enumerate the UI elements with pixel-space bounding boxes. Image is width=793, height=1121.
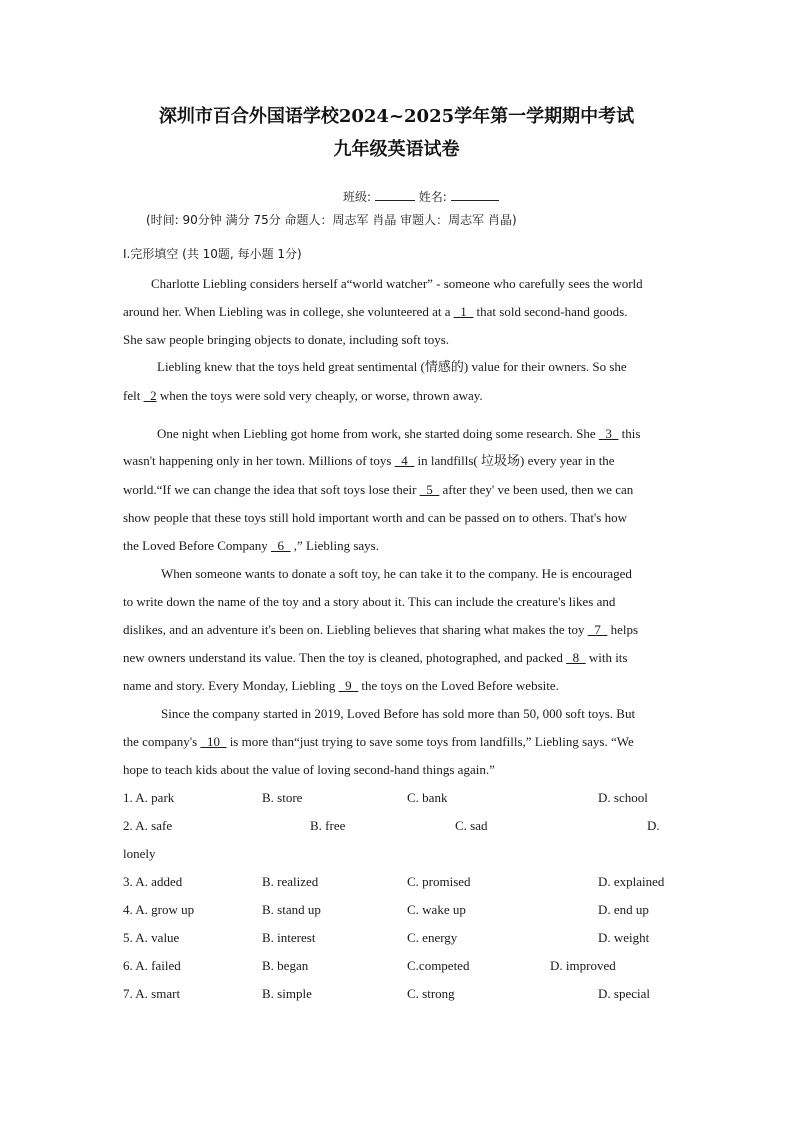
option-b: B. stand up	[262, 902, 321, 917]
passage-line: name and story. Every Monday, Liebling _9_ the toys on the Loved Before website.	[123, 678, 559, 693]
blank-4: _4_	[394, 453, 415, 468]
option-c: C. energy	[407, 930, 458, 945]
passage-line: new owners understand its value. Then the toy is cleaned, photographed, and packed _8_ with its	[123, 650, 628, 665]
name-blank	[451, 188, 499, 201]
passage-line: dislikes, and an adventure it's been on. Liebling believes that sharing what makes the toy _7_ helps	[123, 622, 639, 637]
exam-title: 深圳市百合外国语学校2024~2025学年第一学期期中考试	[158, 106, 635, 127]
blank-10: _10_	[200, 734, 227, 749]
option-a: 6. A. failed	[123, 958, 181, 973]
option-a: 1. A. park	[123, 790, 175, 805]
blank-1: _1_	[453, 304, 474, 319]
passage-line: One night when Liebling got home from work, she started doing some research. She _3_ this	[157, 426, 641, 441]
option-d: D. explained	[598, 874, 665, 889]
option-d: D. improved	[550, 958, 616, 973]
section-heading: I.完形填空 (共 10题, 每小题 1分)	[123, 247, 302, 261]
option-c: C. bank	[407, 790, 448, 805]
name-label: 姓名:	[418, 190, 447, 204]
passage-line: When someone wants to donate a soft toy, he can take it to the company. He is encouraged	[161, 566, 632, 581]
passage-line: Liebling knew that the toys held great sentimental (情感的) value for their owners. So she	[157, 359, 627, 374]
option-d: D. weight	[598, 930, 650, 945]
exam-subtitle: 九年级英语试卷	[333, 139, 460, 160]
passage-line: the Loved Before Company _6_ ,” Liebling says.	[123, 538, 379, 553]
option-a: 5. A. value	[123, 930, 180, 945]
option-d: D.	[647, 818, 660, 833]
passage-line: the company's _10_ is more than“just trying to save some toys from landfills,” Liebling says. “We	[123, 734, 634, 749]
option-a: 3. A. added	[123, 874, 183, 889]
option-c: C. promised	[407, 874, 471, 889]
blank-7: _7_	[587, 622, 608, 637]
passage-line: felt _2 when the toys were sold very cheaply, or worse, thrown away.	[123, 388, 483, 403]
passage-line: around her. When Liebling was in college, she volunteered at a _1_ that sold second-hand goods.	[123, 304, 628, 319]
passage-line: hope to teach kids about the value of loving second-hand things again.”	[123, 762, 495, 777]
option-b: B. simple	[262, 986, 312, 1001]
option-b: B. began	[262, 958, 309, 973]
option-d: D. end up	[598, 902, 649, 917]
option-b: B. interest	[262, 930, 316, 945]
option-c: C.competed	[407, 958, 470, 973]
blank-5: _5_	[419, 482, 440, 497]
passage-line: Charlotte Liebling considers herself a“world watcher” - someone who carefully sees the world	[151, 276, 643, 291]
passage-line: wasn't happening only in her town. Millions of toys _4_ in landfills( 垃圾场) every year in the	[123, 453, 615, 468]
passage-line: world.“If we can change the idea that soft toys lose their _5_ after they' ve been used, then we can	[123, 482, 634, 497]
option-b: B. store	[262, 790, 303, 805]
option-c: C. strong	[407, 986, 455, 1001]
passage-line: Since the company started in 2019, Loved Before has sold more than 50, 000 soft toys. But	[161, 706, 636, 721]
class-label: 班级:	[343, 190, 372, 204]
passage-line: show people that these toys still hold important worth and can be passed on to others. That's how	[123, 510, 627, 525]
student-info-line	[343, 188, 499, 205]
option-d-continued: lonely	[123, 846, 156, 861]
option-b: B. realized	[262, 874, 319, 889]
option-c: C. wake up	[407, 902, 466, 917]
option-a: 2. A. safe	[123, 818, 173, 833]
option-c: C. sad	[455, 818, 488, 833]
option-d: D. special	[598, 986, 650, 1001]
blank-6: _6_	[271, 538, 291, 553]
blank-3: _3_	[598, 426, 619, 441]
option-d: D. school	[598, 790, 648, 805]
option-a: 4. A. grow up	[123, 902, 195, 917]
passage-line: She saw people bringing objects to donate, including soft toys.	[123, 332, 450, 347]
option-b: B. free	[310, 818, 346, 833]
exam-meta: (时间: 90分钟 满分 75分 命题人：周志军 肖晶 审题人：周志军 肖晶)	[146, 213, 517, 227]
blank-8: _8_	[566, 650, 586, 665]
option-a: 7. A. smart	[123, 986, 181, 1001]
blank-9: _9_	[338, 678, 359, 693]
class-blank	[375, 188, 415, 201]
blank-2: _2	[143, 388, 157, 403]
passage-line: to write down the name of the toy and a story about it. This can include the creature's likes and	[123, 594, 616, 609]
